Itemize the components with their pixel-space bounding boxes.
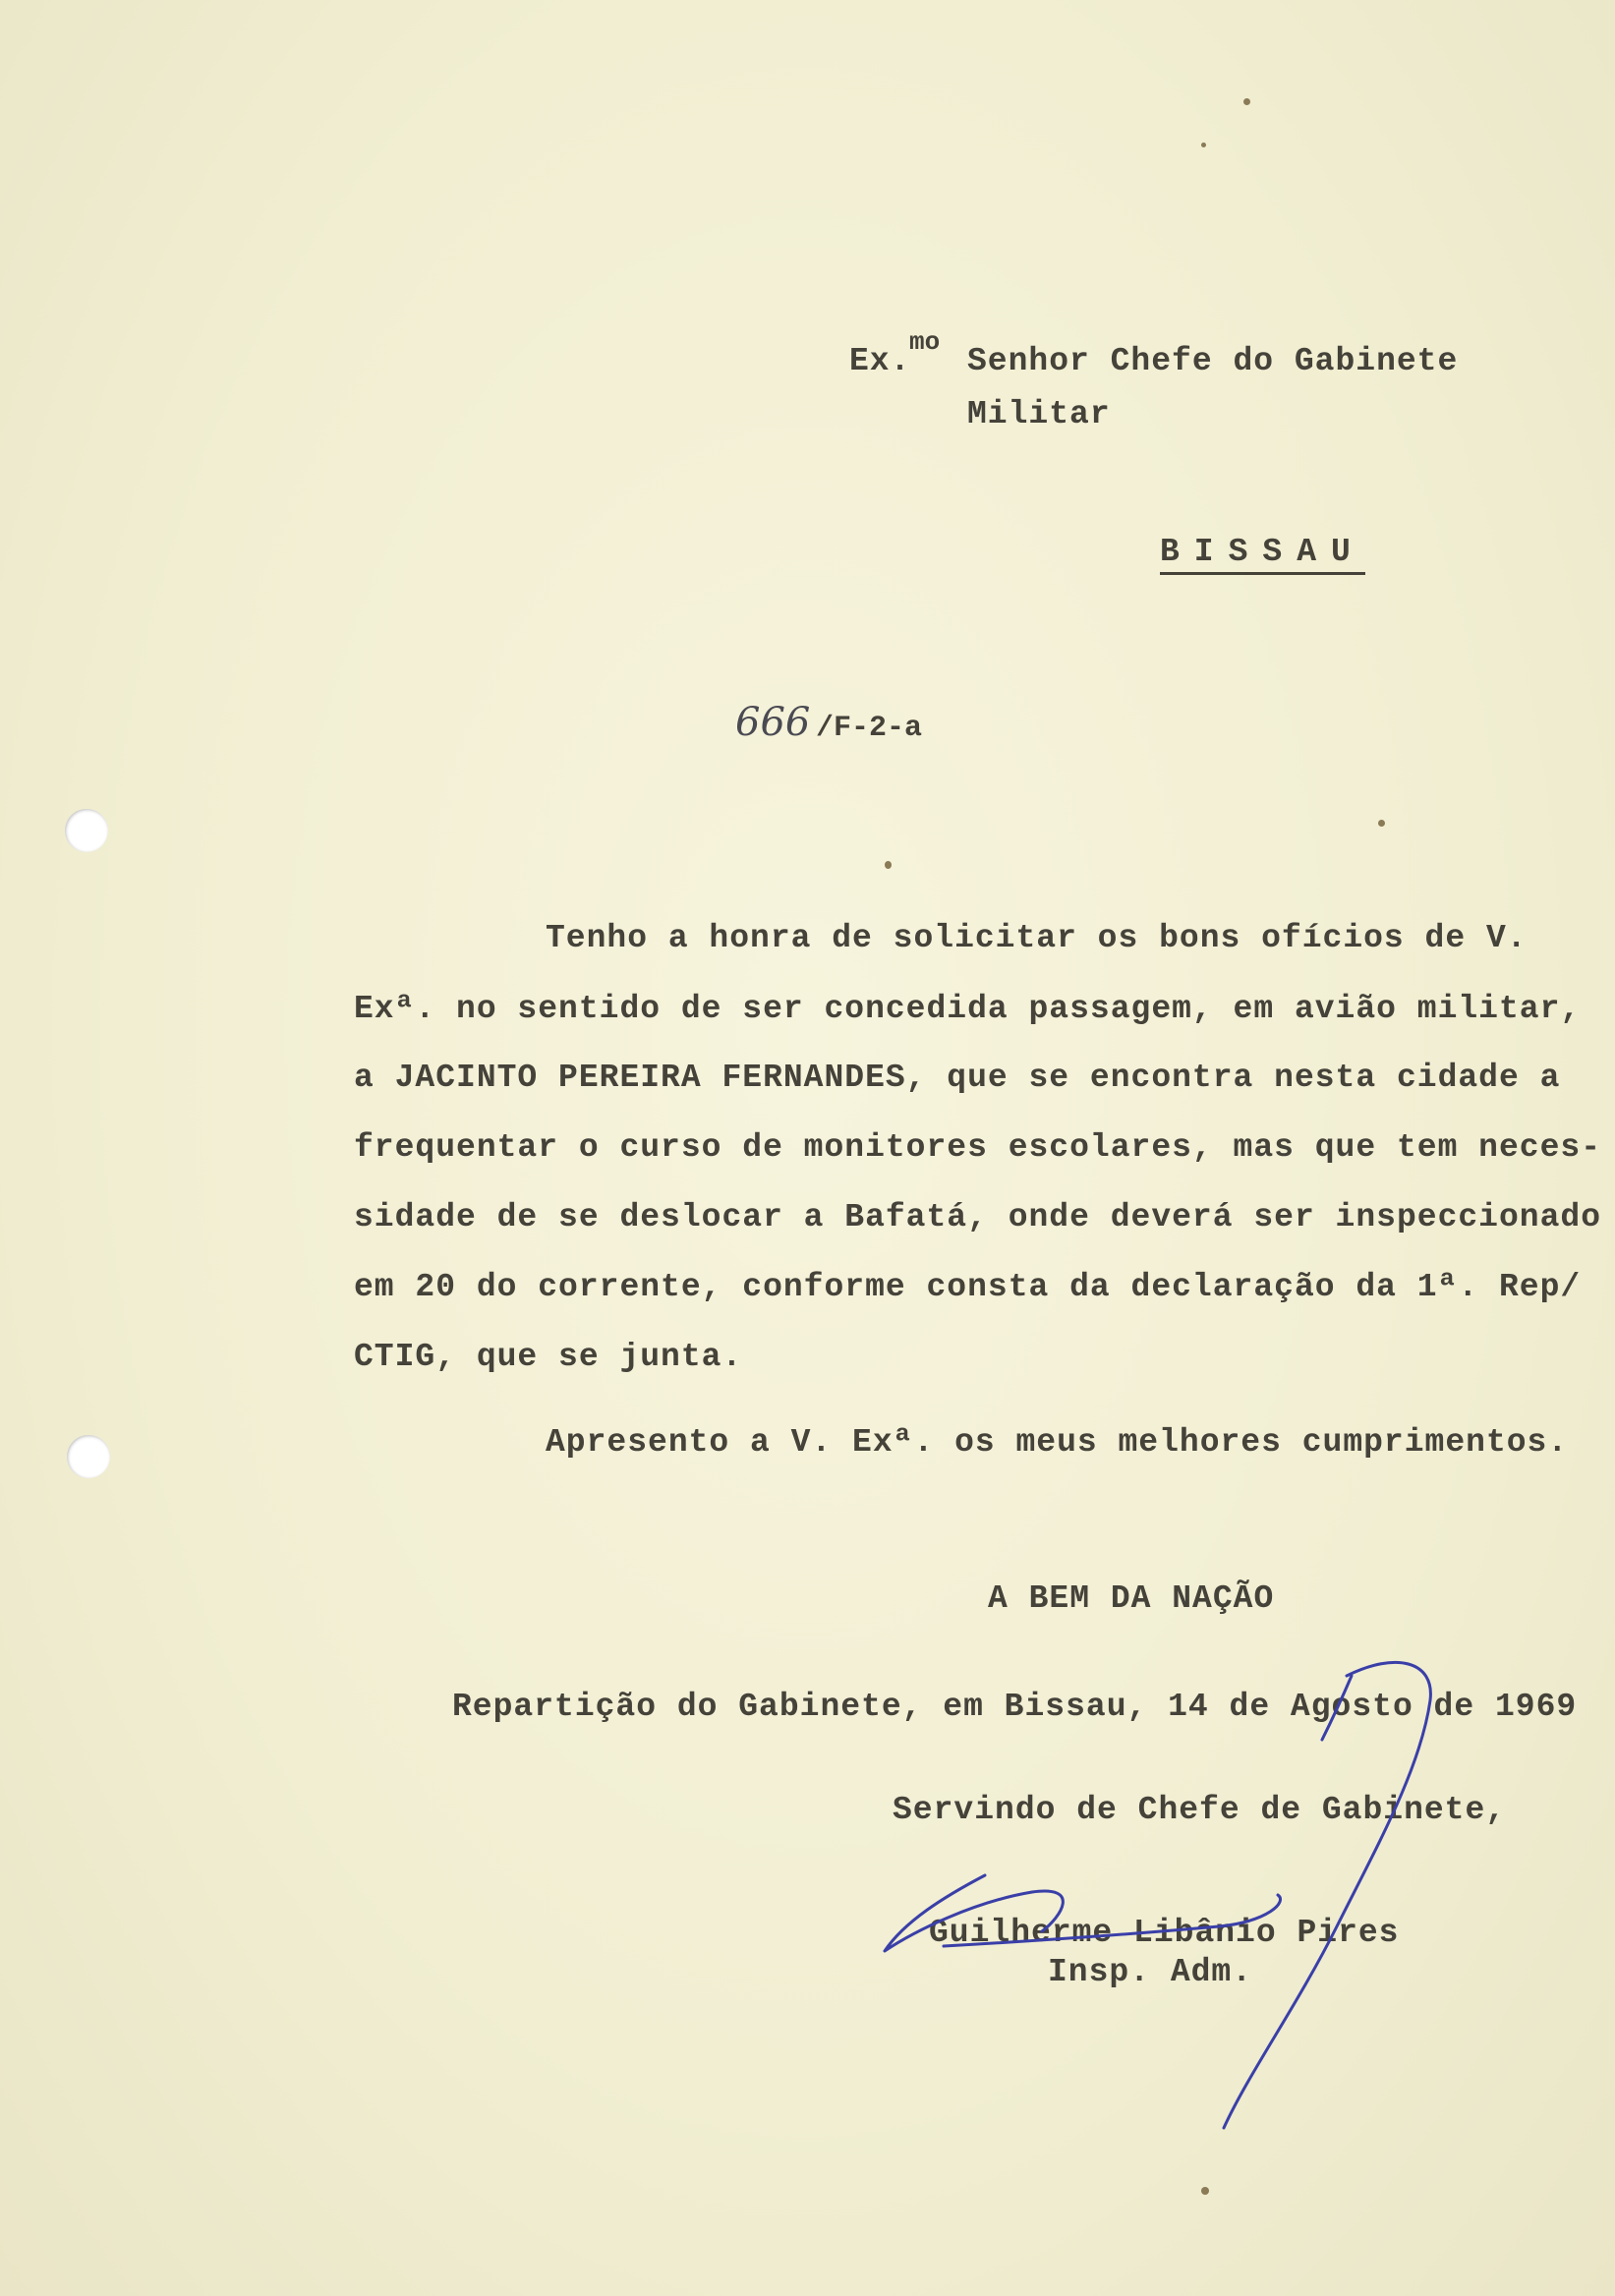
body-closing: Apresento a V. Exª. os meus melhores cumprimentos. (546, 1424, 1569, 1461)
body-line: frequentar o curso de monitores escolares, mas que tem neces- (354, 1129, 1601, 1166)
addressee-line-1: Senhor Chefe do Gabinete (967, 343, 1459, 379)
paper-stain (1201, 143, 1206, 147)
paper-stain (885, 861, 892, 869)
addressee-title-prefix: Ex. (849, 343, 911, 379)
reference-typed-suffix: /F-2-a (816, 712, 923, 745)
body-line: em 20 do corrente, conforme consta da declaração da 1ª. Rep/ (354, 1269, 1582, 1305)
signatory-role: Servindo de Chefe de Gabinete, (893, 1792, 1507, 1828)
paper-stain (1243, 98, 1250, 105)
addressee-city: BISSAU (1160, 534, 1365, 575)
signatory-title: Insp. Adm. (1048, 1954, 1253, 1990)
motto: A BEM DA NAÇÃO (988, 1580, 1275, 1617)
paper-stain (1201, 2187, 1209, 2195)
reference-handwritten-number: 666 (735, 700, 811, 745)
paper-stain (1378, 820, 1385, 827)
addressee-line-2: Militar (967, 396, 1111, 432)
signatory-name: Guilherme Libânio Pires (929, 1915, 1400, 1951)
punch-hole-top (65, 809, 108, 852)
body-line: Exª. no sentido de ser concedida passagem, em avião militar, (354, 991, 1582, 1027)
body-line: CTIG, que se junta. (354, 1339, 743, 1375)
addressee-title-superscript: mo (909, 327, 941, 357)
punch-hole-bottom (67, 1435, 110, 1478)
place-and-date: Repartição do Gabinete, em Bissau, 14 de Agosto de 1969 (452, 1689, 1578, 1725)
body-line: a JACINTO PEREIRA FERNANDES, que se encontra nesta cidade a (354, 1060, 1561, 1096)
body-line: sidade de se deslocar a Bafatá, onde deverá ser inspeccionado (354, 1199, 1601, 1235)
body-line: Tenho a honra de solicitar os bons ofícios de V. (546, 920, 1528, 956)
